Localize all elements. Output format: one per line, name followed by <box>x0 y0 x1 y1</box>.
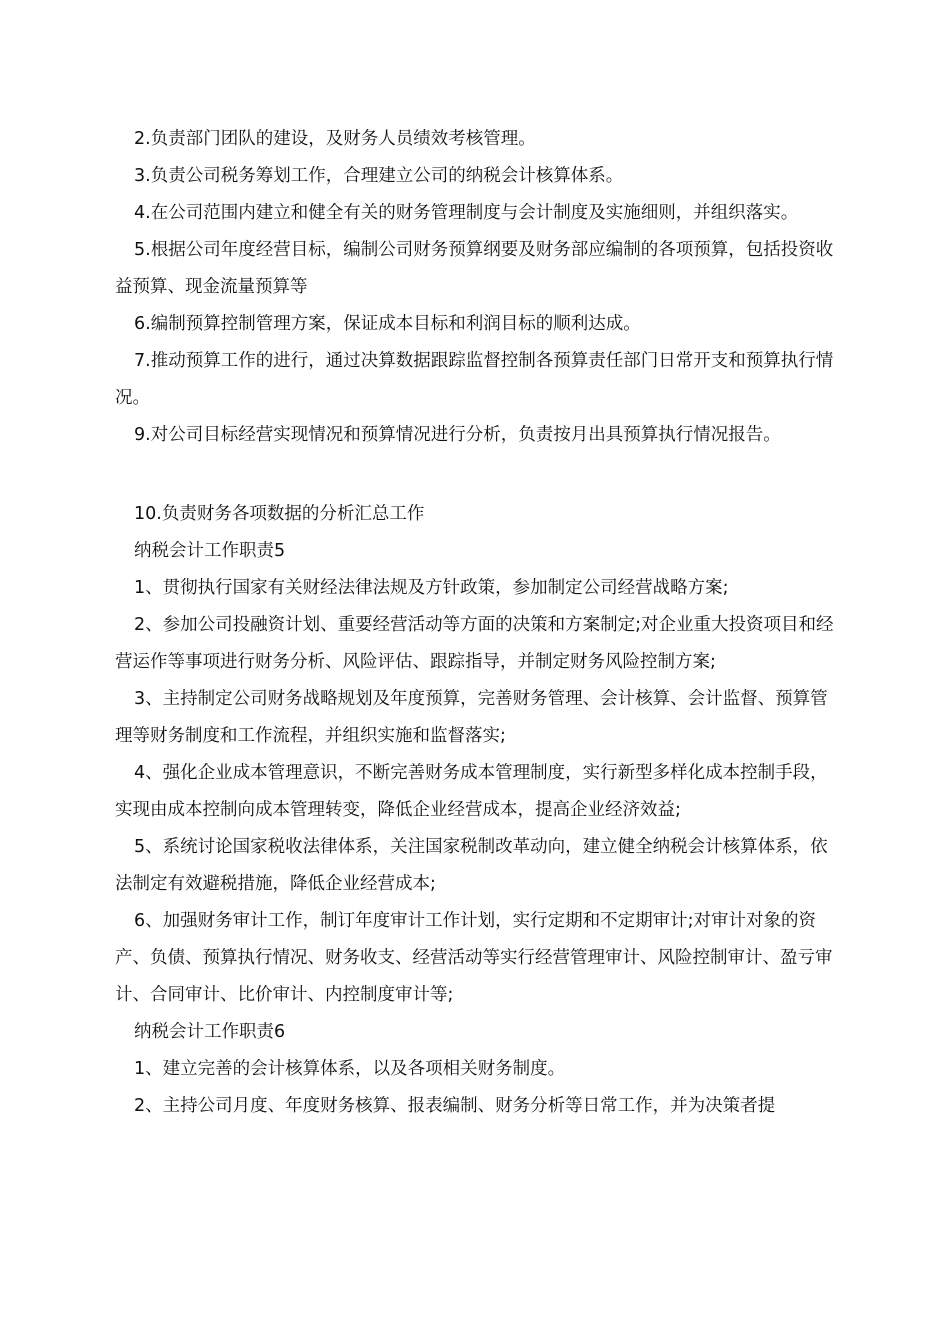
duty5-item-1: 1、贯彻执行国家有关财经法律法规及方针政策，参加制定公司经营战略方案; <box>134 578 729 598</box>
duty6-item-1: 1、建立完善的会计核算体系，以及各项相关财务制度。 <box>134 1059 566 1079</box>
paragraph-item-6: 6.编制预算控制管理方案，保证成本目标和利润目标的顺利达成。 <box>134 314 641 334</box>
duty5-item-6: 6、加强财务审计工作，制订年度审计工作计划，实行定期和不定期审计;对审计对象的资产、负债、预算执行情况、财务收支、经营活动等实行经营管理审计、风险控制审计、盈亏审计、合同审计、比价审计、内控制度审计等; <box>115 911 833 1005</box>
section-heading-duty-5: 纳税会计工作职责5 <box>134 541 286 561</box>
paragraph-item-3: 3.负责公司税务筹划工作，合理建立公司的纳税会计核算体系。 <box>134 166 624 186</box>
duty5-item-3: 3、主持制定公司财务战略规划及年度预算，完善财务管理、会计核算、会计监督、预算管理等财务制度和工作流程，并组织实施和监督落实; <box>115 689 828 746</box>
section-gap <box>115 454 845 496</box>
duty5-item-4: 4、强化企业成本管理意识，不断完善财务成本管理制度，实行新型多样化成本控制手段，实现由成本控制向成本管理转变，降低企业经营成本，提高企业经济效益; <box>115 763 828 820</box>
paragraph-item-2: 2.负责部门团队的建设，及财务人员绩效考核管理。 <box>134 129 536 149</box>
document-body <box>115 121 845 1125</box>
duty6-item-2: 2、主持公司月度、年度财务核算、报表编制、财务分析等日常工作，并为决策者提 <box>134 1096 776 1116</box>
paragraph-item-5: 5.根据公司年度经营目标，编制公司财务预算纲要及财务部应编制的各项预算，包括投资收益预算、现金流量预算等 <box>115 240 834 297</box>
duty5-item-2: 2、参加公司投融资计划、重要经营活动等方面的决策和方案制定;对企业重大投资项目和经营运作等事项进行财务分析、风险评估、跟踪指导，并制定财务风险控制方案; <box>115 615 834 672</box>
paragraph-item-7: 7.推动预算工作的进行，通过决算数据跟踪监督控制各预算责任部门日常开支和预算执行情况。 <box>115 351 834 408</box>
paragraph-item-9: 9.对公司目标经营实现情况和预算情况进行分析，负责按月出具预算执行情况报告。 <box>134 425 781 445</box>
section-heading-duty-6: 纳税会计工作职责6 <box>134 1022 286 1042</box>
duty5-item-5: 5、系统讨论国家税收法律体系，关注国家税制改革动向，建立健全纳税会计核算体系，依法制定有效避税措施，降低企业经营成本; <box>115 837 828 894</box>
paragraph-item-10: 10.负责财务各项数据的分析汇总工作 <box>134 504 425 524</box>
paragraph-item-4: 4.在公司范围内建立和健全有关的财务管理制度与会计制度及实施细则，并组织落实。 <box>134 203 799 223</box>
